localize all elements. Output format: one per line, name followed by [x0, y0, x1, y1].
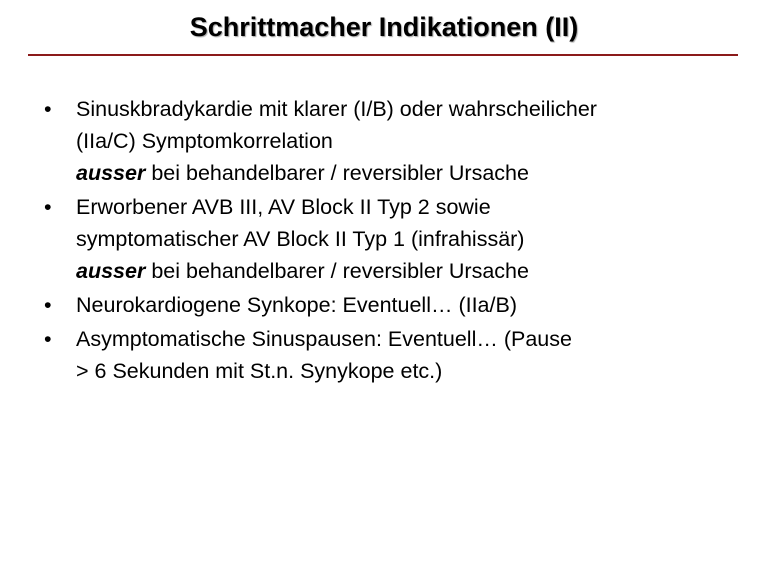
bullet-text-line: > 6 Sekunden mit St.n. Synykope etc.): [76, 359, 443, 383]
bullet-dot-icon: •: [44, 195, 52, 219]
bullet-text-line: [76, 157, 744, 189]
bullet-text-rest: bei behandelbarer / reversibler Ursache: [145, 161, 529, 185]
bullet-text-line: [76, 255, 744, 287]
emphasis-text: ausser: [76, 259, 146, 283]
bullet-item-synkope: [44, 289, 744, 321]
bullet-text-line: Neurokardiogene Synkope: Eventuell… (IIa/B): [76, 293, 517, 317]
bullet-item-avb: [44, 191, 744, 287]
bullet-list: [44, 93, 744, 389]
bullet-text-line: (IIa/C) Symptomkorrelation: [76, 129, 333, 153]
bullet-dot-icon: •: [44, 293, 52, 317]
slide-title: Schrittmacher Indikationen (II): [189, 12, 579, 42]
bullet-item-sinuspausen: [44, 323, 744, 387]
emphasis-text: ausser: [76, 161, 146, 185]
bullet-item-sinusbradykardie: [44, 93, 744, 189]
bullet-text-rest: bei behandelbarer / reversibler Ursache: [145, 259, 529, 283]
bullet-dot-icon: •: [44, 327, 52, 351]
bullet-text-line: symptomatischer AV Block II Typ 1 (infrahissär): [76, 227, 525, 251]
bullet-text-line: Sinuskbradykardie mit klarer (I/B) oder wahrscheilicher: [76, 97, 597, 121]
bullet-dot-icon: •: [44, 97, 52, 121]
bullet-text-line: Asymptomatische Sinuspausen: Eventuell… (Pause: [76, 327, 572, 351]
title-divider: [28, 54, 738, 56]
bullet-text-line: Erworbener AVB III, AV Block II Typ 2 sowie: [76, 195, 491, 219]
